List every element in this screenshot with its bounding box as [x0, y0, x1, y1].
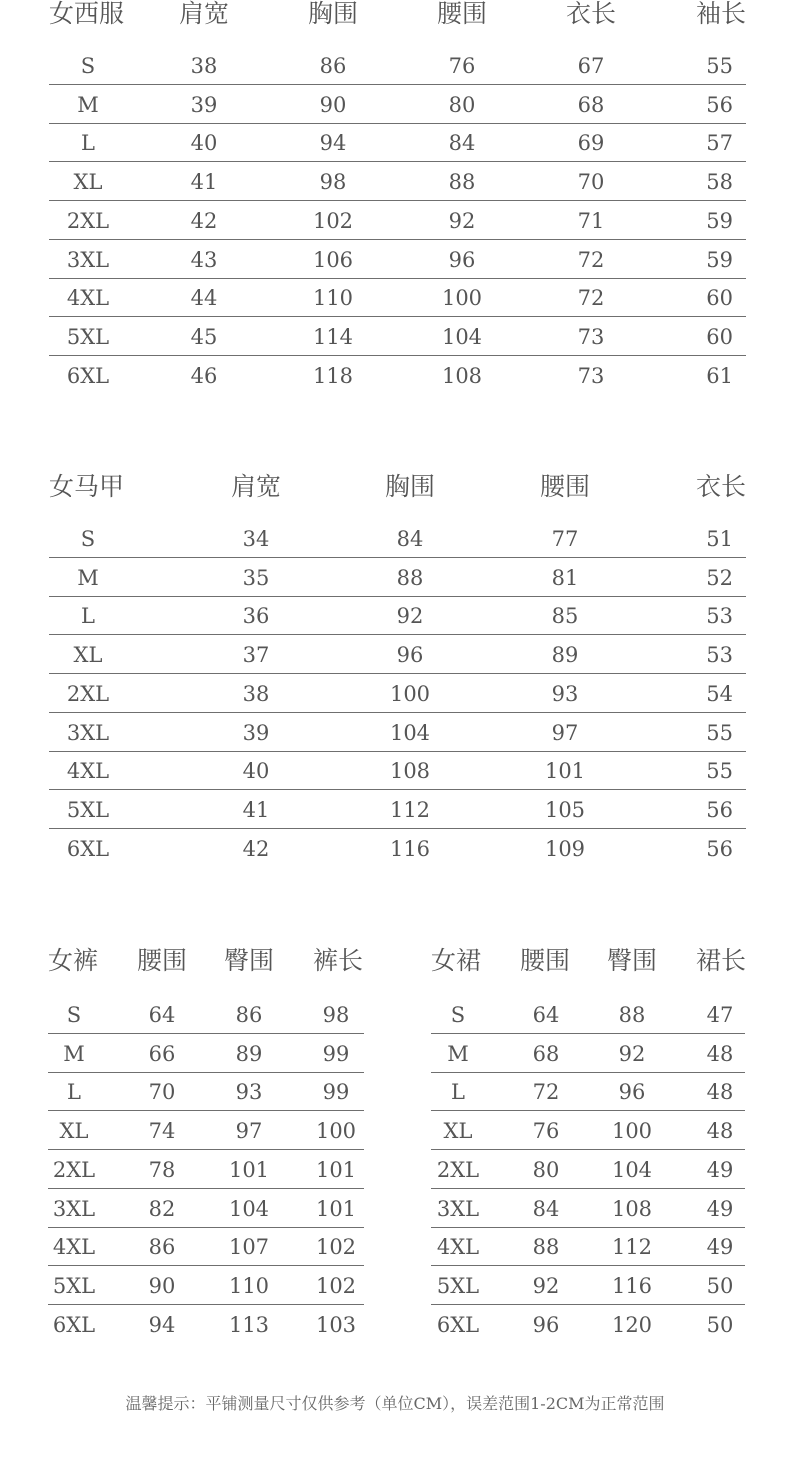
size-value: 102: [312, 208, 354, 233]
row-divider: [431, 1110, 745, 1111]
size-label: 5XL: [66, 324, 110, 349]
row-divider: [49, 355, 746, 356]
size-label: L: [81, 604, 95, 629]
row-divider: [48, 1188, 364, 1189]
size-value: 112: [611, 1235, 653, 1260]
size-value: 103: [315, 1312, 357, 1337]
size-value: 40: [242, 759, 270, 784]
size-value: 66: [148, 1041, 176, 1066]
column-header: 肩宽: [178, 0, 230, 28]
table-header: [49, 473, 746, 503]
row-divider: [431, 1149, 745, 1150]
table-header: [49, 0, 746, 30]
row-divider: [431, 1304, 745, 1305]
size-value: 43: [190, 247, 218, 272]
size-value: 49: [706, 1196, 734, 1221]
size-value: 102: [315, 1235, 357, 1260]
row-divider: [49, 84, 746, 85]
size-label: S: [80, 527, 96, 551]
size-label: M: [77, 565, 99, 590]
size-value: 70: [577, 170, 605, 195]
size-label: M: [63, 1041, 85, 1066]
size-label: 3XL: [52, 1196, 96, 1221]
size-value: 99: [322, 1080, 350, 1105]
size-label: 5XL: [66, 797, 110, 822]
size-label: 2XL: [66, 681, 110, 706]
size-value: 44: [190, 286, 218, 311]
size-label: 6XL: [436, 1312, 480, 1337]
row-divider: [48, 1265, 364, 1266]
size-value: 72: [577, 286, 605, 311]
size-value: 100: [441, 286, 483, 311]
vest-size-table: [49, 473, 746, 865]
size-value: 104: [611, 1157, 653, 1182]
size-value: 42: [190, 208, 218, 233]
size-value: 118: [312, 363, 354, 388]
row-divider: [48, 1110, 364, 1111]
size-label: 6XL: [66, 836, 110, 861]
size-value: 106: [312, 247, 354, 272]
column-header: 袖长: [695, 0, 746, 28]
size-label: 2XL: [436, 1157, 480, 1182]
pants-size-table: [48, 947, 364, 1339]
size-value: 39: [190, 92, 218, 117]
size-value: 55: [706, 720, 733, 745]
size-value: 58: [706, 170, 733, 195]
row-divider: [49, 596, 746, 597]
size-label: 6XL: [52, 1312, 96, 1337]
size-value: 108: [441, 363, 483, 388]
size-value: 49: [706, 1157, 734, 1182]
row-divider: [431, 1188, 745, 1189]
size-value: 96: [532, 1312, 560, 1337]
size-value: 57: [706, 131, 733, 156]
size-value: 97: [235, 1119, 263, 1144]
size-value: 40: [190, 131, 218, 156]
size-value: 93: [551, 681, 579, 706]
row-divider: [49, 557, 746, 558]
size-value: 60: [706, 324, 733, 349]
size-value: 98: [322, 1003, 350, 1027]
size-value: 38: [190, 54, 218, 78]
size-value: 60: [706, 286, 733, 311]
size-value: 102: [315, 1273, 357, 1298]
size-value: 37: [242, 643, 270, 668]
size-label: XL: [59, 1119, 89, 1144]
size-tip-note: 温馨提示：平铺测量尺寸仅供参考（单位CM），误差范围1-2CM为正常范围: [125, 1394, 665, 1413]
size-label: XL: [443, 1119, 473, 1144]
column-header: 肩宽: [230, 472, 282, 501]
size-value: 70: [148, 1080, 176, 1105]
size-value: 113: [228, 1312, 270, 1337]
column-header: 胸围: [307, 0, 359, 28]
skirt-size-table: [431, 947, 745, 1339]
size-value: 89: [551, 643, 579, 668]
column-header: 裤长: [312, 946, 364, 975]
size-value: 49: [706, 1235, 734, 1260]
size-value: 116: [611, 1273, 653, 1298]
size-value: 96: [448, 247, 476, 272]
size-value: 54: [706, 681, 733, 706]
row-divider: [48, 1072, 364, 1073]
size-value: 93: [235, 1080, 263, 1105]
size-value: 107: [228, 1235, 270, 1260]
size-label: 2XL: [66, 208, 110, 233]
size-value: 104: [389, 720, 431, 745]
row-divider: [49, 200, 746, 201]
size-value: 89: [235, 1041, 263, 1066]
size-value: 76: [448, 54, 476, 78]
size-value: 84: [396, 527, 424, 551]
size-label: L: [81, 131, 95, 156]
size-value: 114: [312, 324, 354, 349]
size-value: 52: [706, 565, 733, 590]
size-label: 4XL: [52, 1235, 96, 1260]
size-value: 110: [312, 286, 354, 311]
row-divider: [48, 1227, 364, 1228]
size-label: 4XL: [66, 759, 110, 784]
size-value: 59: [706, 208, 733, 233]
size-value: 100: [611, 1119, 653, 1144]
size-label: S: [450, 1003, 466, 1027]
size-value: 35: [242, 565, 270, 590]
size-label: XL: [73, 170, 103, 195]
size-value: 72: [532, 1080, 560, 1105]
size-value: 81: [551, 565, 579, 590]
size-value: 51: [706, 527, 733, 551]
size-value: 61: [706, 363, 733, 388]
size-value: 108: [611, 1196, 653, 1221]
size-value: 84: [532, 1196, 560, 1221]
size-value: 76: [532, 1119, 560, 1144]
row-divider: [49, 239, 746, 240]
size-value: 101: [315, 1157, 357, 1182]
table-header: [431, 947, 745, 977]
row-divider: [49, 751, 746, 752]
size-value: 64: [532, 1003, 560, 1027]
suit-size-table: [49, 0, 746, 392]
row-divider: [48, 1304, 364, 1305]
size-value: 90: [148, 1273, 176, 1298]
size-value: 82: [148, 1196, 176, 1221]
row-divider: [48, 1033, 364, 1034]
size-value: 120: [611, 1312, 653, 1337]
size-label: 5XL: [436, 1273, 480, 1298]
size-value: 90: [319, 92, 347, 117]
size-value: 56: [706, 797, 733, 822]
size-value: 105: [544, 797, 586, 822]
column-header: 腰围: [519, 946, 571, 975]
size-value: 88: [396, 565, 424, 590]
size-value: 92: [618, 1041, 646, 1066]
column-header: 腰围: [539, 472, 591, 501]
column-header: 腰围: [136, 946, 188, 975]
size-label: 5XL: [52, 1273, 96, 1298]
size-label: 6XL: [66, 363, 110, 388]
size-value: 55: [706, 54, 733, 78]
size-value: 104: [441, 324, 483, 349]
size-value: 84: [448, 131, 476, 156]
table-title: 女西服: [49, 0, 125, 28]
size-label: M: [447, 1041, 469, 1066]
size-value: 104: [228, 1196, 270, 1221]
row-divider: [431, 1265, 745, 1266]
column-header: 裙长: [695, 946, 747, 975]
row-divider: [48, 1149, 364, 1150]
size-value: 85: [551, 604, 579, 629]
size-value: 77: [551, 527, 579, 551]
size-value: 100: [389, 681, 431, 706]
size-value: 38: [242, 681, 270, 706]
size-label: S: [66, 1003, 82, 1027]
size-value: 92: [448, 208, 476, 233]
table-header: [48, 947, 364, 977]
size-label: XL: [73, 643, 103, 668]
row-divider: [431, 1072, 745, 1073]
size-value: 72: [577, 247, 605, 272]
size-value: 88: [618, 1003, 646, 1027]
size-value: 50: [706, 1273, 734, 1298]
size-value: 46: [190, 363, 218, 388]
row-divider: [49, 123, 746, 124]
size-value: 86: [148, 1235, 176, 1260]
size-value: 50: [706, 1312, 734, 1337]
size-value: 101: [228, 1157, 270, 1182]
size-label: 3XL: [66, 247, 110, 272]
size-value: 110: [228, 1273, 270, 1298]
size-value: 74: [148, 1119, 176, 1144]
size-value: 99: [322, 1041, 350, 1066]
size-label: 3XL: [436, 1196, 480, 1221]
size-value: 34: [242, 527, 270, 551]
size-value: 101: [315, 1196, 357, 1221]
size-value: 71: [577, 208, 605, 233]
size-value: 109: [544, 836, 586, 861]
table-title: 女裙: [431, 946, 482, 975]
row-divider: [49, 278, 746, 279]
size-value: 36: [242, 604, 270, 629]
size-value: 56: [706, 92, 733, 117]
size-value: 56: [706, 836, 733, 861]
row-divider: [49, 712, 746, 713]
size-value: 41: [242, 797, 270, 822]
size-value: 80: [448, 92, 476, 117]
row-divider: [49, 316, 746, 317]
size-value: 88: [532, 1235, 560, 1260]
size-label: M: [77, 92, 99, 117]
row-divider: [49, 673, 746, 674]
size-value: 53: [706, 643, 733, 668]
size-value: 101: [544, 759, 586, 784]
size-value: 92: [396, 604, 424, 629]
size-label: 3XL: [66, 720, 110, 745]
row-divider: [431, 1033, 745, 1034]
size-value: 78: [148, 1157, 176, 1182]
size-value: 68: [532, 1041, 560, 1066]
size-value: 47: [706, 1003, 734, 1027]
size-value: 73: [577, 363, 605, 388]
size-value: 45: [190, 324, 218, 349]
table-title: 女马甲: [49, 472, 125, 501]
size-value: 48: [706, 1041, 734, 1066]
size-value: 108: [389, 759, 431, 784]
column-header: 衣长: [565, 0, 617, 28]
size-value: 112: [389, 797, 431, 822]
size-value: 86: [235, 1003, 263, 1027]
size-value: 69: [577, 131, 605, 156]
column-header: 胸围: [384, 472, 436, 501]
column-header: 臀围: [606, 946, 658, 975]
row-divider: [431, 1227, 745, 1228]
size-value: 88: [448, 170, 476, 195]
size-value: 94: [148, 1312, 176, 1337]
size-value: 100: [315, 1119, 357, 1144]
size-value: 48: [706, 1119, 734, 1144]
row-divider: [49, 161, 746, 162]
size-value: 53: [706, 604, 733, 629]
size-value: 97: [551, 720, 579, 745]
size-value: 39: [242, 720, 270, 745]
size-value: 48: [706, 1080, 734, 1105]
row-divider: [49, 789, 746, 790]
size-label: 4XL: [66, 286, 110, 311]
size-value: 59: [706, 247, 733, 272]
row-divider: [49, 828, 746, 829]
size-label: L: [67, 1080, 81, 1105]
size-value: 64: [148, 1003, 176, 1027]
size-value: 41: [190, 170, 218, 195]
size-value: 55: [706, 759, 733, 784]
table-title: 女裤: [48, 946, 99, 975]
column-header: 腰围: [436, 0, 488, 28]
size-value: 73: [577, 324, 605, 349]
size-value: 86: [319, 54, 347, 78]
size-value: 96: [618, 1080, 646, 1105]
size-label: 2XL: [52, 1157, 96, 1182]
size-value: 116: [389, 836, 431, 861]
size-value: 42: [242, 836, 270, 861]
size-label: S: [80, 54, 96, 78]
size-value: 94: [319, 131, 347, 156]
column-header: 衣长: [695, 472, 746, 501]
column-header: 臀围: [223, 946, 275, 975]
size-label: 4XL: [436, 1235, 480, 1260]
size-value: 67: [577, 54, 605, 78]
size-value: 98: [319, 170, 347, 195]
size-value: 80: [532, 1157, 560, 1182]
size-label: L: [451, 1080, 465, 1105]
size-value: 92: [532, 1273, 560, 1298]
row-divider: [49, 634, 746, 635]
size-value: 96: [396, 643, 424, 668]
size-value: 68: [577, 92, 605, 117]
